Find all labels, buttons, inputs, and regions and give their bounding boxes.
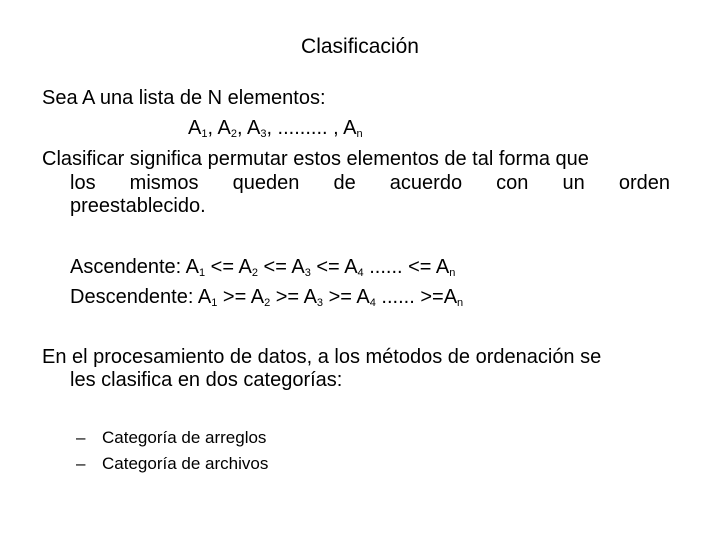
desc-op2: >= (270, 286, 304, 308)
asc-sub3: 3 (304, 267, 311, 279)
seq-sub3: 3 (260, 128, 267, 140)
classify-line-2: los mismos queden de acuerdo con un orden (70, 172, 670, 194)
processing-line-2: les clasifica en dos categorías: (70, 369, 343, 391)
desc-a2: A (250, 286, 265, 308)
seq-subn: n (356, 128, 363, 140)
desc-a3: A (303, 286, 317, 308)
ascending-line (70, 255, 455, 279)
classify-line-1: Clasificar significa permutar estos elementos de tal forma que (42, 148, 589, 170)
seq-a2: A (217, 117, 231, 139)
asc-label: Ascendente: (70, 256, 186, 278)
seq-sep3: , ......... , (266, 117, 344, 139)
desc-sub4: 4 (369, 297, 376, 309)
desc-op1: >= (217, 286, 251, 308)
asc-op1: <= (205, 256, 239, 278)
desc-an: A (443, 286, 458, 308)
seq-sub1: 1 (201, 128, 208, 140)
asc-subn: n (449, 267, 456, 279)
dash-bullet-1: – (76, 428, 86, 447)
asc-op2: <= (257, 256, 292, 278)
asc-a3: A (291, 256, 305, 278)
asc-sub1: 1 (199, 267, 206, 279)
category-item-arrays (76, 427, 266, 449)
category-label-2: Categoría de archivos (102, 454, 269, 473)
asc-op4: ...... <= (363, 256, 436, 278)
desc-subn: n (457, 297, 464, 309)
seq-sub2: 2 (230, 128, 237, 140)
processing-line-1: En el procesamiento de datos, a los métodos de ordenación se (42, 346, 602, 368)
desc-sub2: 2 (264, 297, 271, 309)
seq-sep1: , (207, 117, 218, 139)
descending-line (70, 285, 463, 309)
asc-sub2: 2 (251, 267, 258, 279)
asc-a1: A (185, 256, 199, 278)
seq-an: A (343, 117, 357, 139)
classify-line-3: preestablecido. (70, 195, 206, 217)
asc-op3: <= (310, 256, 345, 278)
desc-op3: >= (323, 286, 357, 308)
sequence-line (188, 116, 363, 140)
asc-a4: A (344, 256, 358, 278)
asc-a2: A (238, 256, 252, 278)
seq-a1: A (188, 117, 202, 139)
desc-a1: A (197, 286, 212, 308)
seq-sep2: , (236, 117, 247, 139)
desc-op4: ...... >= (375, 286, 444, 308)
category-label-1: Categoría de arreglos (102, 428, 267, 447)
asc-an: A (435, 256, 450, 278)
slide-title: Clasificación (301, 35, 419, 58)
desc-sub1: 1 (211, 297, 218, 309)
desc-sub3: 3 (316, 297, 324, 309)
intro-line: Sea A una lista de N elementos: (42, 87, 326, 109)
seq-a3: A (246, 117, 261, 139)
desc-label: Descendente: (70, 286, 198, 308)
dash-bullet-2: – (76, 454, 86, 473)
asc-sub4: 4 (357, 267, 364, 279)
category-item-files (76, 453, 268, 475)
desc-a4: A (356, 286, 370, 308)
